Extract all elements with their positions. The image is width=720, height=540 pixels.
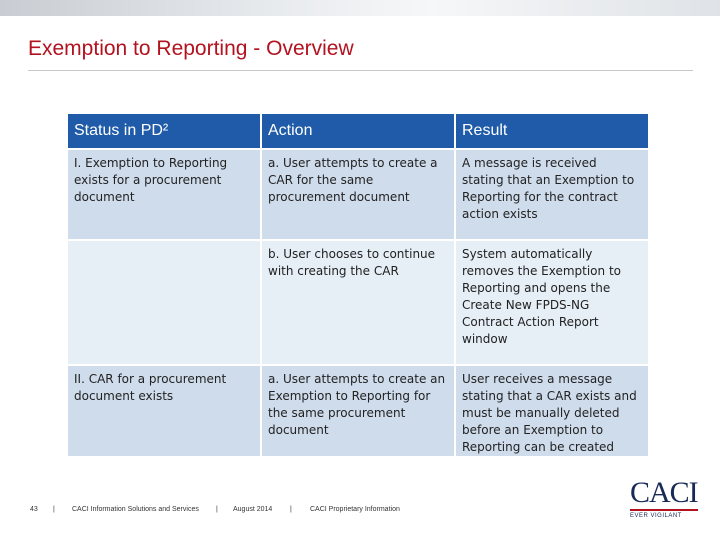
cell-result: User receives a message stating that a CAR exists and must be manually deleted before an Exemption to Reporting can be created: [456, 366, 648, 456]
footer-date: August 2014: [233, 506, 273, 513]
footer-company: CACI Information Solutions and Services: [72, 506, 199, 513]
table-row: [68, 241, 648, 364]
logo-wordmark: CACI: [630, 476, 698, 509]
cell-status: I. Exemption to Reporting exists for a procurement document: [68, 150, 260, 239]
cell-result: System automatically removes the Exemption to Reporting and opens the Create New FPDS-NG Contract Action Report window: [456, 241, 648, 364]
footer-separator: |: [53, 506, 55, 513]
header-status: Status in PD²: [68, 114, 260, 148]
logo-tagline: EVER VIGILANT: [630, 513, 682, 519]
overview-table: [66, 112, 650, 458]
top-banner: [0, 0, 720, 16]
cell-result: A message is received stating that an Exemption to Reporting for the contract action exists: [456, 150, 648, 239]
table-row: [68, 150, 648, 239]
table-row: [68, 366, 648, 456]
slide-title: Exemption to Reporting - Overview: [28, 37, 354, 60]
page-number: 43: [30, 506, 38, 513]
footer-proprietary: CACI Proprietary Information: [310, 506, 400, 513]
table-header-row: [68, 114, 648, 148]
cell-status: II. CAR for a procurement document exists: [68, 366, 260, 456]
footer-separator: |: [216, 506, 218, 513]
caci-logo: [630, 478, 700, 524]
slide-footer: [0, 506, 560, 520]
cell-action: a. User attempts to create a CAR for the same procurement document: [262, 150, 454, 239]
header-result: Result: [456, 114, 648, 148]
cell-status: [68, 241, 260, 364]
cell-action: a. User attempts to create an Exemption to Reporting for the same procurement document: [262, 366, 454, 456]
logo-underline: [630, 509, 698, 511]
title-divider: [28, 70, 693, 71]
footer-separator: |: [290, 506, 292, 513]
header-action: Action: [262, 114, 454, 148]
cell-action: b. User chooses to continue with creating the CAR: [262, 241, 454, 364]
